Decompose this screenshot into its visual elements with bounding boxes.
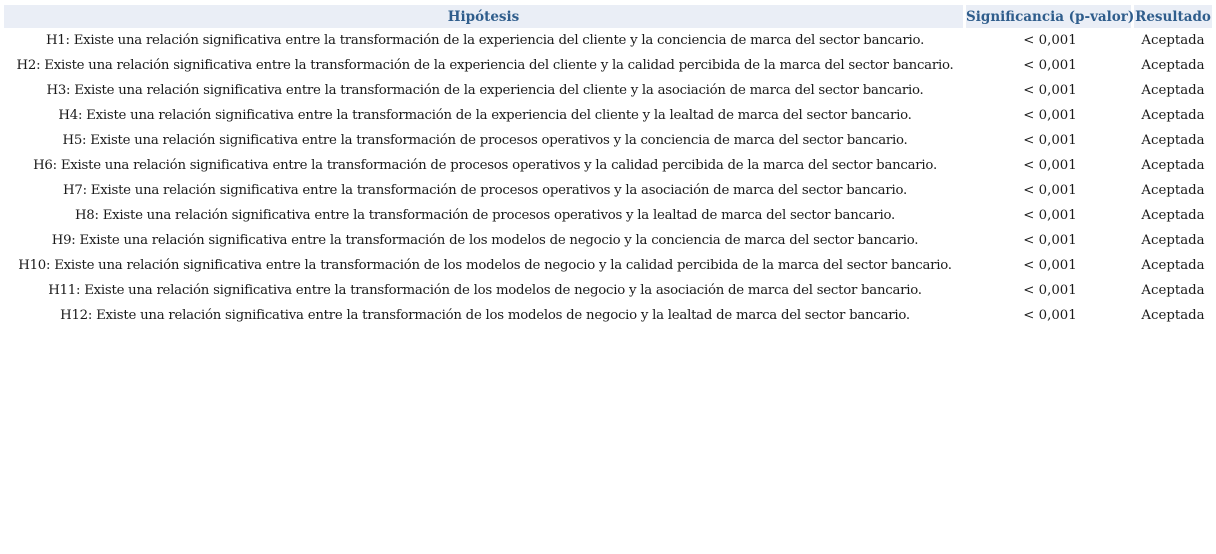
p-value-cell: < 0,001 <box>1023 133 1077 148</box>
result-cell: Aceptada <box>1141 208 1205 223</box>
result-cell: Aceptada <box>1141 108 1205 123</box>
table-row <box>4 178 1212 203</box>
result-cell: Aceptada <box>1141 183 1205 198</box>
table-row <box>4 253 1212 278</box>
hypothesis-cell: H2: Existe una relación significativa entre la transformación de la experiencia del cliente y la calidad percibida de la marca del sector bancario. <box>16 58 954 73</box>
p-value-cell: < 0,001 <box>1023 183 1077 198</box>
table-row <box>4 128 1212 153</box>
p-value-cell: < 0,001 <box>1023 283 1077 298</box>
table-row <box>4 228 1212 253</box>
table-row <box>4 28 1212 53</box>
p-value-cell: < 0,001 <box>1023 208 1077 223</box>
hypothesis-cell: H3: Existe una relación significativa entre la transformación de la experiencia del cliente y la asociación de marca del sector bancario. <box>46 83 924 98</box>
result-cell: Aceptada <box>1141 283 1205 298</box>
table-row <box>4 303 1212 328</box>
table-header-row <box>4 5 1212 28</box>
result-cell: Aceptada <box>1141 308 1205 323</box>
result-cell: Aceptada <box>1141 158 1205 173</box>
table-row <box>4 53 1212 78</box>
p-value-cell: < 0,001 <box>1023 58 1077 73</box>
hypotheses-table-container <box>4 5 1212 328</box>
hypotheses-table <box>4 5 1212 328</box>
result-cell: Aceptada <box>1141 58 1205 73</box>
table-row <box>4 153 1212 178</box>
result-cell: Aceptada <box>1141 233 1205 248</box>
p-value-cell: < 0,001 <box>1023 258 1077 273</box>
table-body <box>4 28 1212 328</box>
table-row <box>4 203 1212 228</box>
hypothesis-cell: H11: Existe una relación significativa entre la transformación de los modelos de negocio y la asociación de marca del sector bancario. <box>48 283 922 298</box>
hypothesis-cell: H6: Existe una relación significativa entre la transformación de procesos operativos y la calidad percibida de la marca del sector bancario. <box>33 158 937 173</box>
header-hipotesis: Hipótesis <box>4 5 966 28</box>
table-row <box>4 78 1212 103</box>
hypothesis-cell: H7: Existe una relación significativa entre la transformación de procesos operativos y la asociación de marca del sector bancario. <box>63 183 907 198</box>
header-significancia: Significancia (p-valor) <box>966 5 1134 28</box>
result-cell: Aceptada <box>1141 33 1205 48</box>
hypothesis-cell: H9: Existe una relación significativa entre la transformación de los modelos de negocio y la conciencia de marca del sector bancario. <box>51 233 919 248</box>
p-value-cell: < 0,001 <box>1023 83 1077 98</box>
table-row <box>4 103 1212 128</box>
result-cell: Aceptada <box>1141 133 1205 148</box>
table-row <box>4 278 1212 303</box>
hypothesis-cell: H12: Existe una relación significativa entre la transformación de los modelos de negocio y la lealtad de marca del sector bancario. <box>60 308 910 323</box>
hypothesis-cell: H4: Existe una relación significativa entre la transformación de la experiencia del cliente y la lealtad de marca del sector bancario. <box>58 108 912 123</box>
hypothesis-cell: H5: Existe una relación significativa entre la transformación de procesos operativos y la conciencia de marca del sector bancario. <box>62 133 908 148</box>
p-value-cell: < 0,001 <box>1023 108 1077 123</box>
p-value-cell: < 0,001 <box>1023 33 1077 48</box>
result-cell: Aceptada <box>1141 83 1205 98</box>
p-value-cell: < 0,001 <box>1023 233 1077 248</box>
hypothesis-cell: H1: Existe una relación significativa entre la transformación de la experiencia del cliente y la conciencia de marca del sector bancario. <box>45 33 925 48</box>
p-value-cell: < 0,001 <box>1023 308 1077 323</box>
p-value-cell: < 0,001 <box>1023 158 1077 173</box>
result-cell: Aceptada <box>1141 258 1205 273</box>
header-resultado: Resultado <box>1134 5 1212 28</box>
hypothesis-cell: H8: Existe una relación significativa entre la transformación de procesos operativos y la lealtad de marca del sector bancario. <box>74 208 896 223</box>
hypothesis-cell: H10: Existe una relación significativa entre la transformación de los modelos de negocio y la calidad percibida de la marca del sector bancario. <box>18 258 952 273</box>
